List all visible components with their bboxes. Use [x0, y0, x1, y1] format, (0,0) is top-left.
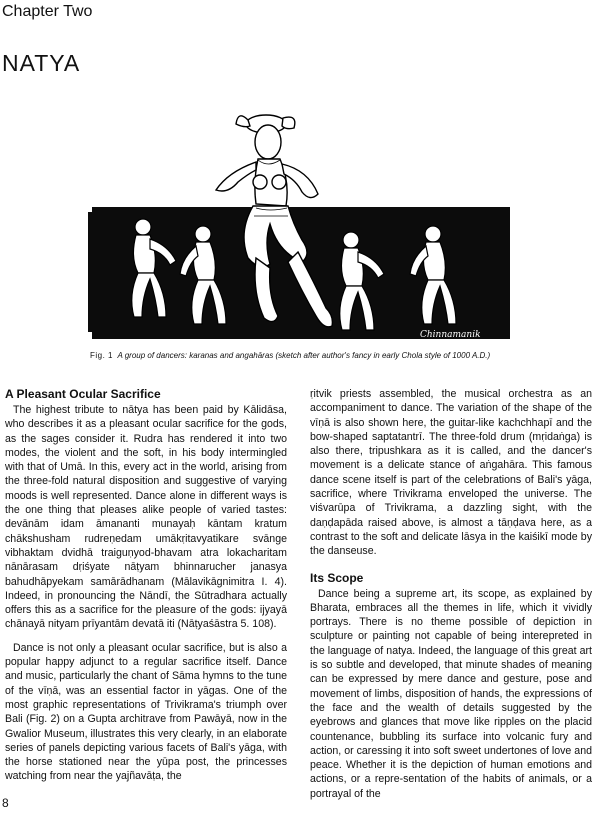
paragraph: The highest tribute to nātya has been paid by Kālidāsa, who describes it as a pleasant ocular sacrifice for the gods, as the sages consider it. Rudra has rendered it into two modes, the violent and the soft, in his body intermingled with that of Umā. In this, every act in the world, arising from the three-fold natural disposition and suggestive of varying moods is well represented. Dance alone in different ways is the one thing that pleases alike people of varied tastes: devānām idam āmananti munayaḥ kāntam kratum chākshusham rudreṇedam umākṛitavyatikare svānge vibhaktam dvidhā traiguṇyod-bhavam atra lokacharitam nānārasam dṛiśyate nāṭyam bhinnarucher janasya bahudhāpyekam samārādhanam (Mālavikāgnimitra I. 4). Indeed, in pronouncing the Nāndī, the Sūtradhara actually offers this as a sacrifice for the pleasure of the gods: ijyayā chānayā nityam prīyantām devatā iti (Nāṭyaśāstra 5. 108).	[5, 404, 287, 631]
left-column	[5, 387, 287, 784]
paragraph: Dance being a supreme art, its scope, as explained by Bharata, embraces all the themes in life, which it vividly portrays. There is no theme possible of depiction in sculpture or painting not capable of being interepreted in the language of natya. Indeed, the language of this great art is so subtle and developed, that minute shades of meaning can be expressed by mere dance and gesture, pose and movement of limbs, disposition of hands, the expressions of the face and the wealth of details suggested by the eyebrows and glances that move like ripples on the placid countenance, bubbling its surface into volcanic fury and action, or caressing it into soft sweet undertones of love and peace. Whether it is the depiction of human emotions and actions, or a repre-sentation of the habits of animals, or a portrayal of the	[310, 587, 592, 800]
right-column	[310, 387, 592, 801]
chapter-label: Chapter Two	[2, 3, 93, 20]
page-number: 8	[2, 796, 9, 810]
section-heading-scope: Its Scope	[310, 570, 364, 585]
figure-caption-text: A group of dancers: karanas and angahāras (sketch after author's fancy in early Chola style of 1000 A.D.)	[117, 351, 491, 360]
paragraph-continued: ṛitvik priests assembled, the musical orchestra as an accompaniment to dance. The variation of the shape of the vīṇā is also shown here, the guitar-like kachchhapī and the bow-shaped saptatantrī. The three-fold drum (mṛidaṅga) is also there, tripushkara as it is called, and the dancer's movement is a delicate stance of aṅgahāra. This famous dance scene itself is part of the celebrations of Bali's yāga, sacrifice, where Trivikrama enveloped the universe. The viśvarūpa of Trivikrama, a dazzling sight, with the daṇḍapāda raised above, is almost a tāṇḍava here, as a contrast to the soft and delicate lāsya in the kaiśikī mode by the danseuse.	[310, 388, 592, 558]
page-title: NATYA	[2, 50, 81, 76]
dancers-illustration	[88, 112, 512, 347]
svg-text:Chinnamanik: Chinnamanik	[420, 330, 481, 340]
paragraph: Dance is not only a pleasant ocular sacrifice, but is also a popular happy adjunct to a regular sacrifice itself. Dance and music, particularly the chant of Sāma hymns to the tune of the vīṇā, was an essential factor in yāgas. One of the most graphic representations of Trivikrama's triumph over Bali (Fig. 2) on a Gupta architrave from Pawāyā, now in the Gwalior Museum, illustrates this very clearly, in an elaborate series of panels depicting various facets of Bali's yāga, with the horse stationed near the yūpa post, the princesses watching from near the yajñavāṭa, the	[5, 641, 287, 783]
section-heading-ocular-sacrifice: A Pleasant Ocular Sacrifice	[5, 387, 161, 401]
figure-caption	[90, 351, 590, 360]
figure-label: Fig. 1	[90, 351, 114, 360]
